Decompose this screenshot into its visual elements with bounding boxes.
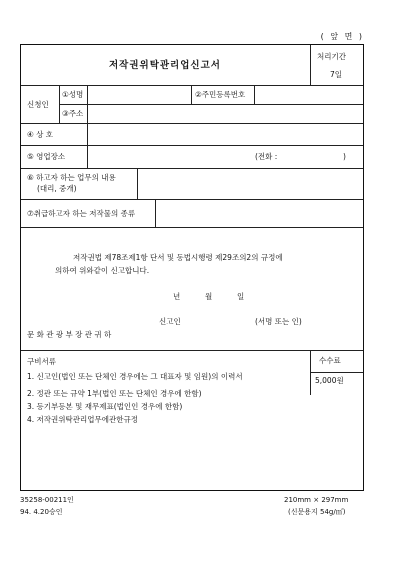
applicant-label: 신청인 (27, 100, 49, 109)
divider (310, 372, 363, 373)
body-text-line-2: 의하여 위와같이 신고합니다. (55, 266, 150, 275)
phone-close-paren: ) (343, 152, 346, 161)
document-item-1: 1. 신고인(법인 또는 단체인 경우에는 그 대표자 및 임원)의 이력서 (27, 372, 243, 381)
divider (87, 123, 88, 145)
fee-value: 5,000원 (315, 376, 344, 385)
divider (21, 123, 363, 124)
report-form (20, 44, 364, 491)
approval-date: 94. 4.20승인 (20, 508, 63, 516)
divider (310, 45, 311, 85)
paper-size: 210mm × 297mm (284, 496, 349, 504)
divider (21, 350, 363, 351)
divider (155, 199, 156, 227)
name-label: ①성명 (62, 90, 84, 99)
documents-title: 구비서류 (27, 357, 56, 366)
divider (137, 168, 138, 199)
rrn-label: ②주민등록번호 (195, 90, 246, 99)
paper-type: (신문용지 54g/㎡) (288, 508, 346, 516)
trade-name-label: ④ 상 호 (27, 130, 53, 139)
phone-label: (전화 : (255, 152, 278, 161)
date-month-label: 월 (205, 292, 213, 301)
address-label: ③주소 (62, 109, 84, 118)
divider (59, 104, 363, 105)
document-item-4: 4. 저작권위탁관리업무에관한규정 (27, 415, 138, 424)
addressee: 문 화 관 광 부 장 관 귀 하 (27, 330, 112, 339)
business-place-label: ⑤ 영업장소 (27, 152, 66, 161)
business-content-sublabel: (대리, 중개) (37, 184, 77, 193)
divider (310, 350, 311, 395)
body-text-line-1: 저작권법 제78조제1항 단서 및 동법시행령 제29조의2의 규정에 (73, 253, 283, 262)
form-number: 35258-00211인 (20, 496, 74, 504)
form-title: 저작권위탁관리업신고서 (109, 60, 221, 71)
reporter-label: 신고인 (159, 317, 181, 326)
document-item-2: 2. 정관 또는 규약 1부(법인 또는 단체인 경우에 한함) (27, 389, 202, 398)
signature-label: (서명 또는 인) (255, 317, 302, 326)
processing-period-value: 7일 (330, 70, 343, 79)
business-content-label: ⑥ 하고자 하는 업무의 내용 (27, 173, 116, 182)
fee-label: 수수료 (319, 356, 341, 365)
divider (21, 168, 363, 169)
divider (21, 85, 363, 86)
divider (191, 85, 192, 104)
date-day-label: 일 (237, 292, 245, 301)
divider (87, 145, 88, 168)
divider (21, 145, 363, 146)
divider (21, 199, 363, 200)
divider (59, 85, 60, 123)
front-side-label: ( 앞 면 ) (320, 32, 364, 41)
works-type-label: ⑦취급하고자 하는 저작물의 종류 (27, 209, 136, 218)
document-item-3: 3. 등기부등본 및 재무제표(법인인 경우에 한함) (27, 402, 183, 411)
divider (254, 85, 255, 104)
divider (21, 227, 363, 228)
divider (87, 85, 88, 123)
processing-period-label: 처리기간 (317, 52, 346, 61)
date-year-label: 년 (173, 292, 181, 301)
